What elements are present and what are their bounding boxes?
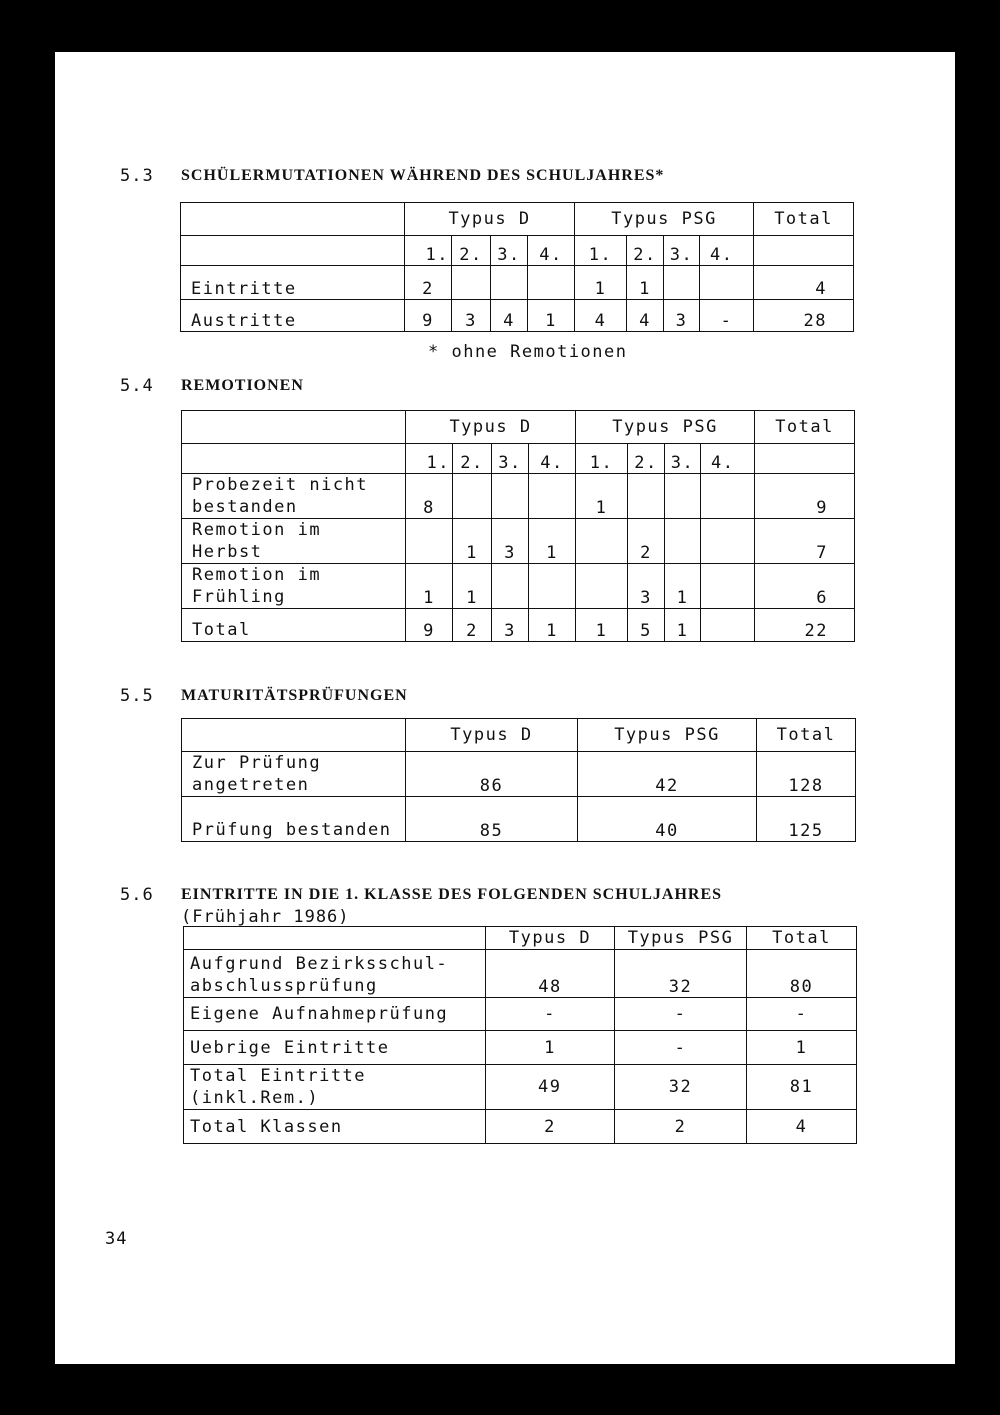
table-cell: 2 <box>615 1110 747 1144</box>
table-cell <box>492 564 529 609</box>
page-number: 34 <box>105 1229 128 1249</box>
subcol-header: 1. <box>576 444 628 474</box>
table-cell <box>664 266 700 300</box>
header-empty <box>755 444 855 474</box>
column-header: Typus PSG <box>615 927 747 950</box>
group-header: Typus PSG <box>575 203 754 236</box>
table-cell: 125 <box>757 797 856 842</box>
table-cell: 1 <box>453 564 492 609</box>
row-label: Eintritte <box>181 266 405 300</box>
subcol-header: 1. <box>575 236 627 266</box>
row-label: Probezeit nicht bestanden <box>182 474 406 519</box>
section-number-5-5: 5.5 <box>120 686 154 706</box>
table-cell: 3 <box>664 300 700 332</box>
subcol-header: 4. <box>700 236 754 266</box>
table-cell <box>529 474 576 519</box>
table-row <box>184 950 857 998</box>
section-subtitle-5-6: (Frühjahr 1986) <box>181 907 350 927</box>
row-label: Eigene Aufnahmeprüfung <box>184 998 486 1031</box>
table-maturitaetspruefungen <box>181 718 856 842</box>
table-cell <box>665 474 701 519</box>
table-schuelermutationen <box>180 202 854 332</box>
section-title-5-4: REMOTIONEN <box>181 377 304 394</box>
table-cell: 1 <box>627 266 664 300</box>
group-header: Typus PSG <box>576 411 755 444</box>
table-cell: 1 <box>575 266 627 300</box>
subcol-header: 3. <box>491 236 528 266</box>
table-row <box>184 998 857 1031</box>
table-row <box>184 1031 857 1065</box>
subcol-header: 2. <box>452 236 491 266</box>
table-cell: - <box>700 300 754 332</box>
table-cell <box>701 519 755 564</box>
table-cell: - <box>615 998 747 1031</box>
table-remotionen <box>181 410 855 642</box>
table-cell: 48 <box>486 950 615 998</box>
table-row <box>182 474 855 519</box>
table-cell-total: 28 <box>754 300 854 332</box>
table-cell <box>701 564 755 609</box>
table-cell <box>453 474 492 519</box>
row-label: Uebrige Eintritte <box>184 1031 486 1065</box>
column-header: Total <box>757 719 856 752</box>
table-cell: 2 <box>453 609 492 642</box>
table-cell: 85 <box>406 797 578 842</box>
table-row <box>181 300 854 332</box>
table-cell: 40 <box>578 797 757 842</box>
header-empty <box>181 236 405 266</box>
group-header: Typus D <box>405 203 575 236</box>
subcol-header: 4. <box>701 444 755 474</box>
row-label: Aufgrund Bezirksschul-abschlussprüfung <box>184 950 486 998</box>
header-empty <box>754 236 854 266</box>
table-cell: 49 <box>486 1065 615 1110</box>
table-cell: 80 <box>747 950 857 998</box>
subheader-row <box>181 236 854 266</box>
table-cell: 32 <box>615 950 747 998</box>
table-cell: 1 <box>665 564 701 609</box>
table-cell: 42 <box>578 752 757 797</box>
table-cell: 1 <box>453 519 492 564</box>
table-cell: 1 <box>528 300 575 332</box>
table-cell: 86 <box>406 752 578 797</box>
subcol-header: 4. <box>528 236 575 266</box>
subcol-header: 1. <box>405 236 452 266</box>
table-cell: 3 <box>492 519 529 564</box>
subcol-header: 2. <box>628 444 665 474</box>
table-cell-total: 6 <box>755 564 855 609</box>
section-title-5-3: SCHÜLERMUTATIONEN WÄHREND DES SCHULJAHRES* <box>181 167 665 184</box>
table-cell: - <box>747 998 857 1031</box>
table-cell-total: 7 <box>755 519 855 564</box>
table-row <box>184 1065 857 1110</box>
table-cell: 1 <box>529 519 576 564</box>
table-row <box>181 266 854 300</box>
table-cell <box>529 564 576 609</box>
table-cell-total: 22 <box>755 609 855 642</box>
table-cell <box>628 474 665 519</box>
column-header: Total <box>747 927 857 950</box>
table-cell: 1 <box>576 609 628 642</box>
table-cell-total: 4 <box>754 266 854 300</box>
table-cell: 1 <box>406 564 453 609</box>
table-cell: 128 <box>757 752 856 797</box>
table-cell: 4 <box>491 300 528 332</box>
section-title-5-6: EINTRITTE IN DIE 1. KLASSE DES FOLGENDEN SCHULJAHRES <box>181 886 723 903</box>
table-row <box>182 564 855 609</box>
table-cell: - <box>486 998 615 1031</box>
table-cell: 9 <box>405 300 452 332</box>
row-label: Remotion im Herbst <box>182 519 406 564</box>
table-cell <box>701 609 755 642</box>
subcol-header: 1. <box>406 444 453 474</box>
subcol-header: 3. <box>664 236 700 266</box>
group-header: Typus D <box>406 411 576 444</box>
table-row <box>182 752 856 797</box>
column-header: Typus D <box>406 719 578 752</box>
table-cell: 81 <box>747 1065 857 1110</box>
table-cell: 3 <box>452 300 491 332</box>
row-label: Austritte <box>181 300 405 332</box>
header-empty <box>182 719 406 752</box>
table-cell: 1 <box>486 1031 615 1065</box>
table-cell: 2 <box>628 519 665 564</box>
section-number-5-3: 5.3 <box>120 166 154 186</box>
column-header: Typus PSG <box>578 719 757 752</box>
table-row <box>182 797 856 842</box>
table-row <box>184 1110 857 1144</box>
table-cell: 3 <box>492 609 529 642</box>
footnote: * ohne Remotionen <box>428 342 628 362</box>
table-cell: 4 <box>627 300 664 332</box>
table-cell: 1 <box>576 474 628 519</box>
header-empty <box>184 927 486 950</box>
document-page <box>55 52 955 1364</box>
row-label: Remotion im Frühling <box>182 564 406 609</box>
subcol-header: 3. <box>665 444 701 474</box>
table-cell: 8 <box>406 474 453 519</box>
header-empty <box>182 411 406 444</box>
table-cell <box>406 519 453 564</box>
table-cell: 3 <box>628 564 665 609</box>
subcol-header: 2. <box>627 236 664 266</box>
table-cell: 1 <box>529 609 576 642</box>
section-number-5-6: 5.6 <box>120 885 154 905</box>
row-label: Total Klassen <box>184 1110 486 1144</box>
table-cell: 1 <box>665 609 701 642</box>
table-cell: 5 <box>628 609 665 642</box>
table-cell <box>576 564 628 609</box>
table-cell: 9 <box>406 609 453 642</box>
row-label: Total <box>182 609 406 642</box>
table-cell <box>492 474 529 519</box>
table-cell <box>528 266 575 300</box>
table-cell <box>700 266 754 300</box>
table-cell <box>491 266 528 300</box>
subcol-header: 3. <box>492 444 529 474</box>
table-cell: 1 <box>747 1031 857 1065</box>
row-label: Prüfung bestanden <box>182 797 406 842</box>
header-empty <box>182 444 406 474</box>
subcol-header: 4. <box>529 444 576 474</box>
table-row <box>182 519 855 564</box>
column-header: Typus D <box>486 927 615 950</box>
subcol-header: 2. <box>453 444 492 474</box>
table-cell <box>665 519 701 564</box>
section-title-5-5: MATURITÄTSPRÜFUNGEN <box>181 687 408 704</box>
table-cell: 32 <box>615 1065 747 1110</box>
table-eintritte <box>183 926 857 1144</box>
table-row <box>182 609 855 642</box>
group-header: Total <box>754 203 854 236</box>
section-number-5-4: 5.4 <box>120 376 154 396</box>
table-cell: 4 <box>747 1110 857 1144</box>
header-empty <box>181 203 405 236</box>
table-cell <box>452 266 491 300</box>
subheader-row <box>182 444 855 474</box>
table-cell: 2 <box>405 266 452 300</box>
table-cell-total: 9 <box>755 474 855 519</box>
table-cell <box>701 474 755 519</box>
row-label: Total Eintritte (inkl.Rem.) <box>184 1065 486 1110</box>
table-cell: 2 <box>486 1110 615 1144</box>
table-cell <box>576 519 628 564</box>
group-header: Total <box>755 411 855 444</box>
row-label: Zur Prüfung angetreten <box>182 752 406 797</box>
table-cell: 4 <box>575 300 627 332</box>
table-cell: - <box>615 1031 747 1065</box>
